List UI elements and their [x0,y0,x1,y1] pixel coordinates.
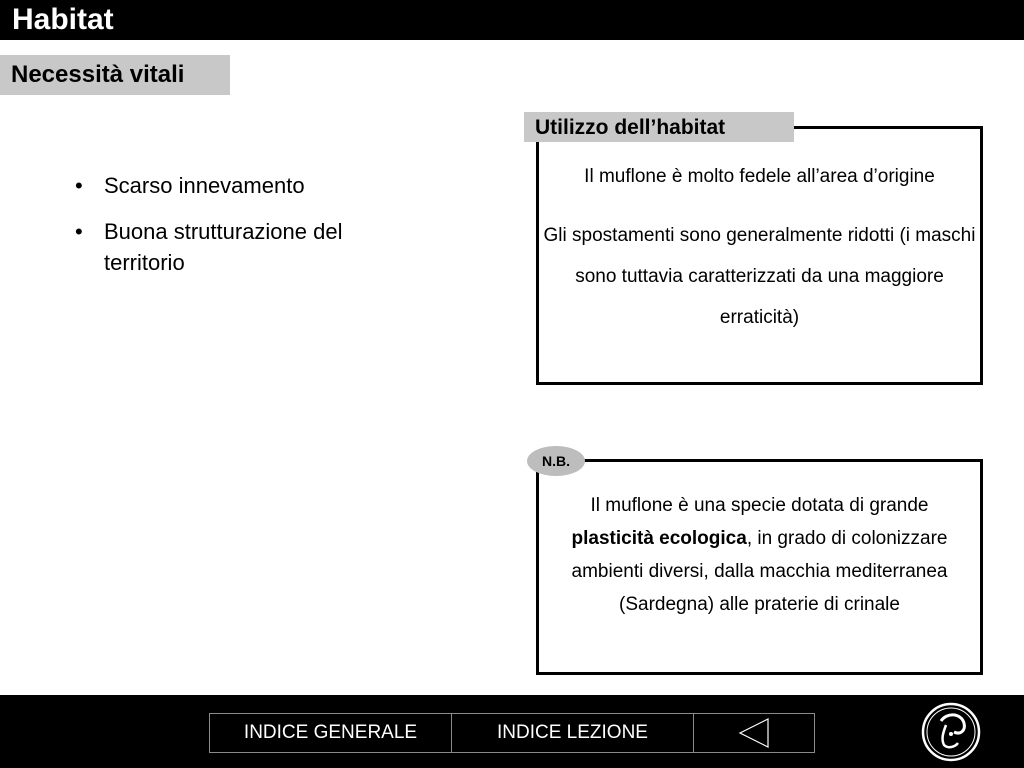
habitat-usage-tab [524,112,794,142]
habitat-usage-box [536,126,983,385]
habitat-text-1: Il muflone è molto fedele all’area d’origine [584,166,935,187]
nb-text-part: Il muflone è una specie dotata di grande [590,495,929,516]
triangle-left-icon [737,717,771,749]
nb-text-bold: plasticità ecologica [571,528,747,549]
nb-text-part: , in grado di colonizzare ambienti diversi, dalla macchia mediterranea (Sardegna) alle praterie di crinale [571,528,948,615]
habitat-usage-title: Utilizzo dell’habitat [535,116,726,139]
footer-nav [209,713,815,753]
mouflon-logo-icon[interactable] [921,702,981,762]
section-header [0,55,230,95]
nb-badge: N.B. [527,446,585,476]
bullet-item: • Buona strutturazione del territorio [72,216,412,278]
lesson-index-button[interactable]: INDICE LEZIONE [452,714,694,752]
back-button[interactable] [694,714,814,752]
general-index-button[interactable]: INDICE GENERALE [210,714,452,752]
section-title: Necessità vitali [11,61,185,88]
footer [0,695,1024,768]
nb-text [539,489,980,621]
title-bar [0,0,1024,40]
page-title: Habitat [12,3,114,36]
nb-box [536,459,983,675]
bullet-item: • Scarso innevamento [72,170,412,201]
bullet-list [72,170,412,293]
habitat-text-2: Gli spostamenti sono generalmente ridotti (i maschi sono tuttavia caratterizzati da una maggiore erraticità) [543,225,976,328]
